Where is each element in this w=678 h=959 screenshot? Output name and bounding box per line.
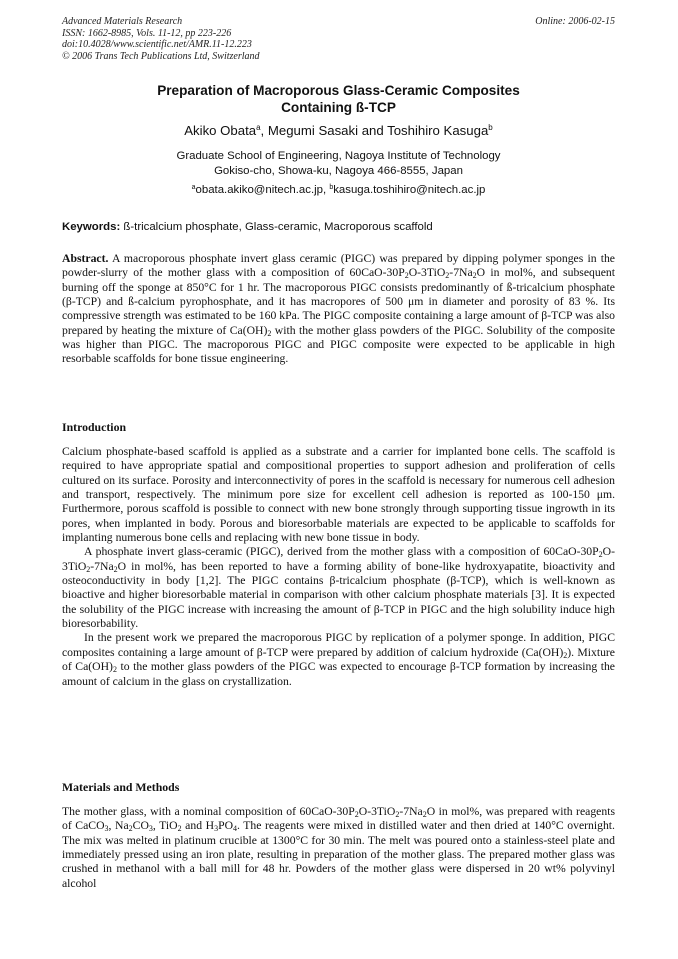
- subscript: 4: [233, 824, 238, 834]
- subscript: 2: [177, 824, 182, 834]
- methods-text: The mother glass, with a nominal composition of 60CaO-30P: [62, 805, 355, 818]
- introduction-body: [62, 445, 615, 689]
- affiliation: [62, 149, 615, 179]
- email-line: [62, 183, 615, 198]
- intro-text: -7Na: [90, 559, 114, 573]
- subscript: 2: [128, 824, 133, 834]
- subscript: 2: [86, 564, 91, 574]
- intro-text: A phosphate invert glass-ceramic (PIGC), derived from the mother glass with a composition of 60CaO-30P: [84, 545, 599, 559]
- subscript: 2: [445, 271, 450, 281]
- author-1: Akiko Obata: [184, 123, 257, 138]
- keywords-label: Keywords:: [62, 221, 121, 233]
- email-b-link[interactable]: kasuga.toshihiro@nitech.ac.jp: [333, 184, 486, 196]
- subscript: 2: [404, 271, 409, 281]
- introduction-heading: Introduction: [62, 420, 127, 434]
- intro-paragraph-3: [62, 631, 615, 688]
- methods-body: [62, 805, 615, 891]
- subscript: 2: [472, 271, 477, 281]
- abstract-text: A macroporous phosphate invert glass ceramic (PIGC) was prepared by dipping polymer sponges in the powder-slurry of the mother glass with a composition of 60CaO-30P: [62, 252, 615, 280]
- author-3-affil-mark: b: [488, 123, 493, 132]
- abstract: [62, 252, 615, 367]
- methods-text: O-3TiO: [358, 805, 396, 818]
- title-line-2: Containing ß-TCP: [281, 100, 396, 115]
- intro-text: In the present work we prepared the macroporous PIGC by replication of a polymer sponge. In addition, PIGC composites containing a large amount of β-TCP were prepared by addition of calcium hydroxide (Ca(OH): [62, 631, 615, 659]
- keywords-text: ß-tricalcium phosphate, Glass-ceramic, Macroporous scaffold: [120, 221, 433, 233]
- subscript: 3: [214, 824, 219, 834]
- author-1-affil-mark: a: [256, 123, 261, 132]
- abstract-text: -7Na: [449, 266, 473, 280]
- journal-name: Advanced Materials Research: [62, 16, 183, 27]
- author-2-3: Megumi Sasaki and Toshihiro Kasuga: [267, 123, 489, 138]
- methods-text: , Na: [108, 819, 129, 833]
- affiliation-line-2: Gokiso-cho, Showa-ku, Nagoya 466-8555, Japan: [214, 165, 463, 177]
- methods-text: CO: [132, 819, 149, 833]
- subscript: 2: [112, 665, 117, 675]
- subscript: 3: [148, 824, 153, 834]
- subscript: 2: [354, 810, 359, 819]
- intro-text: O in mol%, has been reported to have a forming ability of bone-like hydroxyapatite, bioactivity and osteoconductivity in body [1,2]. The PIGC contains β-tricalcium phosphate (β-TCP), which is well-known as bioactive and higher bioresorbable material in comparison with other calcium phosphate materials [3]. It is expected the solubility of the PIGC increase with increasing the amount of β-TCP in PIGC and the high solubility induce high bioresorbability.: [62, 559, 615, 631]
- author-list: [62, 122, 615, 139]
- email-b-mark: b: [329, 184, 334, 191]
- methods-heading: Materials and Methods: [62, 780, 180, 794]
- abstract-text: O in mol%, and subsequent burning off the sponge at 850°C for 1 hr. The macroporous PIGC consists predominantly of ß-tricalcium phosphate (β-TCP) and ß-calcium pyrophosphate, and it has macropores of 500 μm in diameter and porosity of 83 %. Its compressive strength was estimated to be 160 kPa. The PIGC composite containing a large amount of β-TCP was also prepared by heating the mixture of Ca(OH): [62, 266, 615, 337]
- affiliation-line-1: Graduate School of Engineering, Nagoya Institute of Technology: [176, 150, 501, 162]
- email-a-link[interactable]: obata.akiko@nitech.ac.jp: [195, 184, 323, 196]
- subscript: 2: [422, 810, 427, 819]
- online-date: Online: 2006-02-15: [535, 16, 615, 27]
- intro-paragraph-1: Calcium phosphate-based scaffold is applied as a substrate and a carrier for implanted bone cells. The scaffold is required to have appropriate spatial and compositional properties to support adhesion and proliferation of cells cultured on its surface. Porosity and interconnectivity of pores in the scaffold is necessary for numerous cell adhesion and transport, respectively. The minimum pore size for excellent cell adhesion is reported as 100-150 μm. Furthermore, porous scaffold is possible to connect with new bone strongly through supporting tissue ingrowth in its pores, when implanted in body. Porous and bioresorbable materials are expected to be applicable to scaffolds for implanting numerous bone cells and replacing with new bone tissue in body.: [62, 445, 615, 545]
- abstract-label: Abstract.: [62, 252, 109, 265]
- journal-header: [62, 16, 260, 62]
- subscript: 3: [104, 824, 109, 834]
- title-line-1: Preparation of Macroporous Glass-Ceramic Composites: [157, 83, 520, 98]
- abstract-text: O-3TiO: [408, 266, 446, 280]
- intro-text: ). Mixture of Ca(OH): [62, 645, 615, 674]
- methods-text: , TiO: [152, 819, 178, 833]
- keywords: [62, 220, 615, 235]
- author-separator: ,: [260, 123, 268, 138]
- doi-line: doi:10.4028/www.scientific.net/AMR.11-12.223: [62, 39, 252, 50]
- methods-text: O in mol%, was prepared with reagents of CaCO: [62, 805, 615, 833]
- issn-line: ISSN: 1662-8985, Vols. 11-12, pp 223-226: [62, 27, 232, 39]
- methods-text: -7Na: [399, 805, 423, 818]
- subscript: 2: [563, 650, 568, 660]
- subscript: 2: [598, 550, 603, 560]
- abstract-text: with the mother glass powders of the PIGC. Solubility of the composite was higher than PIGC. The macroporous PIGC and PIGC composite were expected to be applicable in high resorbable scaffolds for bone tissue engineering.: [62, 323, 616, 366]
- methods-text: and H: [181, 819, 215, 833]
- methods-text: . The reagents were mixed in distilled water and then dried at 140°C overnight. The mix was melted in platinum crucible at 1300°C for 30 min. The melt was poured onto a stainless-steel plate and immediately pressed using an iron plate, resulting in preparation of the mother glass. The prepared mother glass was crushed in methanol with a ball mill for 48 hr. Powders of the mother glass were dispersed in 20 wt% polyvinyl alcohol: [62, 819, 615, 890]
- intro-text: O-3TiO: [62, 545, 615, 573]
- intro-paragraph-2: [62, 545, 615, 631]
- subscript: 2: [395, 810, 400, 819]
- subscript: 2: [113, 564, 118, 574]
- email-separator: ,: [322, 184, 330, 196]
- copyright-line: © 2006 Trans Tech Publications Ltd, Switzerland: [62, 50, 260, 62]
- email-a-mark: a: [191, 184, 196, 191]
- intro-text: to the mother glass powders of the PIGC was expected to encourage β-TCP formation by increasing the amount of calcium in the glass on crystallization.: [62, 660, 615, 688]
- paper-title: [62, 82, 615, 116]
- subscript: 2: [267, 328, 272, 338]
- methods-text: PO: [218, 819, 234, 833]
